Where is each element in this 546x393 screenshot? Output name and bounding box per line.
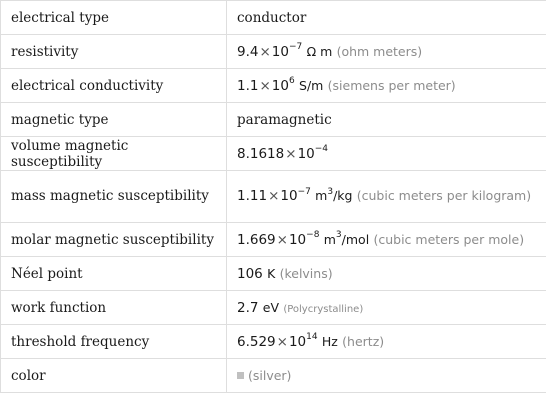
unit-note: (cubic meters per kilogram) <box>357 188 531 203</box>
exponent: 14 <box>306 332 317 342</box>
unit: Hz <box>322 334 338 349</box>
table-row <box>1 291 546 325</box>
base: 10 <box>289 334 306 350</box>
times-sign: × <box>267 188 280 204</box>
base: 10 <box>289 232 306 248</box>
row-label: threshold frequency <box>1 325 227 359</box>
unit-rest: /kg <box>333 188 352 203</box>
unit-note: (ohm meters) <box>337 44 423 59</box>
table-row <box>1 359 546 393</box>
unit-rest: /mol <box>342 232 370 247</box>
unit: K <box>267 266 275 281</box>
row-label: molar magnetic susceptibility <box>1 223 227 257</box>
value-text: conductor <box>237 10 306 26</box>
mantissa: 1.1 <box>237 78 258 94</box>
color-name: (silver) <box>248 368 291 383</box>
row-value <box>227 359 546 393</box>
color-swatch <box>237 372 244 379</box>
times-sign: × <box>284 146 297 162</box>
row-label: magnetic type <box>1 103 227 137</box>
row-label: color <box>1 359 227 393</box>
row-label: work function <box>1 291 227 325</box>
row-value <box>227 223 546 257</box>
base: 10 <box>280 188 297 204</box>
value-text: paramagnetic <box>237 112 332 128</box>
row-value <box>227 325 546 359</box>
table-row <box>1 137 546 171</box>
unit-base: m <box>324 232 336 247</box>
unit-note: (kelvins) <box>280 266 333 281</box>
table-row <box>1 171 546 223</box>
row-value <box>227 103 546 137</box>
mantissa: 6.529 <box>237 334 276 350</box>
table-row <box>1 223 546 257</box>
table-row <box>1 257 546 291</box>
unit <box>315 188 352 203</box>
row-value <box>227 35 546 69</box>
row-label: mass magnetic susceptibility <box>1 171 227 223</box>
table-row <box>1 325 546 359</box>
times-sign: × <box>258 44 271 60</box>
row-value <box>227 137 546 171</box>
table-row <box>1 35 546 69</box>
unit-power: 3 <box>327 187 333 197</box>
unit-note: (Polycrystalline) <box>283 304 363 315</box>
unit <box>324 232 369 247</box>
times-sign: × <box>276 334 289 350</box>
exponent: 6 <box>289 76 295 86</box>
unit-note: (hertz) <box>342 334 384 349</box>
row-value <box>227 69 546 103</box>
mantissa: 9.4 <box>237 44 258 60</box>
row-value <box>227 1 546 35</box>
row-label: electrical conductivity <box>1 69 227 103</box>
exponent: −7 <box>298 187 311 197</box>
unit: S/m <box>299 78 323 93</box>
row-label: volume magnetic susceptibility <box>1 137 227 171</box>
base: 10 <box>272 78 289 94</box>
unit: Ω m <box>307 44 333 59</box>
exponent: −8 <box>306 230 319 240</box>
mantissa: 8.1618 <box>237 146 284 162</box>
unit-base: m <box>315 188 327 203</box>
row-value <box>227 171 546 223</box>
table-row <box>1 103 546 137</box>
mantissa: 1.669 <box>237 232 276 248</box>
value-number: 106 <box>237 266 263 282</box>
row-value <box>227 291 546 325</box>
table-row <box>1 69 546 103</box>
exponent: −4 <box>315 144 328 154</box>
unit-note: (siemens per meter) <box>328 78 456 93</box>
unit: eV <box>263 300 279 315</box>
row-label: electrical type <box>1 1 227 35</box>
unit-power: 3 <box>336 230 342 240</box>
table-row <box>1 1 546 35</box>
times-sign: × <box>276 232 289 248</box>
row-label: resistivity <box>1 35 227 69</box>
row-label: Néel point <box>1 257 227 291</box>
row-value <box>227 257 546 291</box>
base: 10 <box>298 146 315 162</box>
unit-note: (cubic meters per mole) <box>373 232 524 247</box>
value-number: 2.7 <box>237 300 258 316</box>
mantissa: 1.11 <box>237 188 267 204</box>
base: 10 <box>272 44 289 60</box>
times-sign: × <box>258 78 271 94</box>
exponent: −7 <box>289 42 302 52</box>
